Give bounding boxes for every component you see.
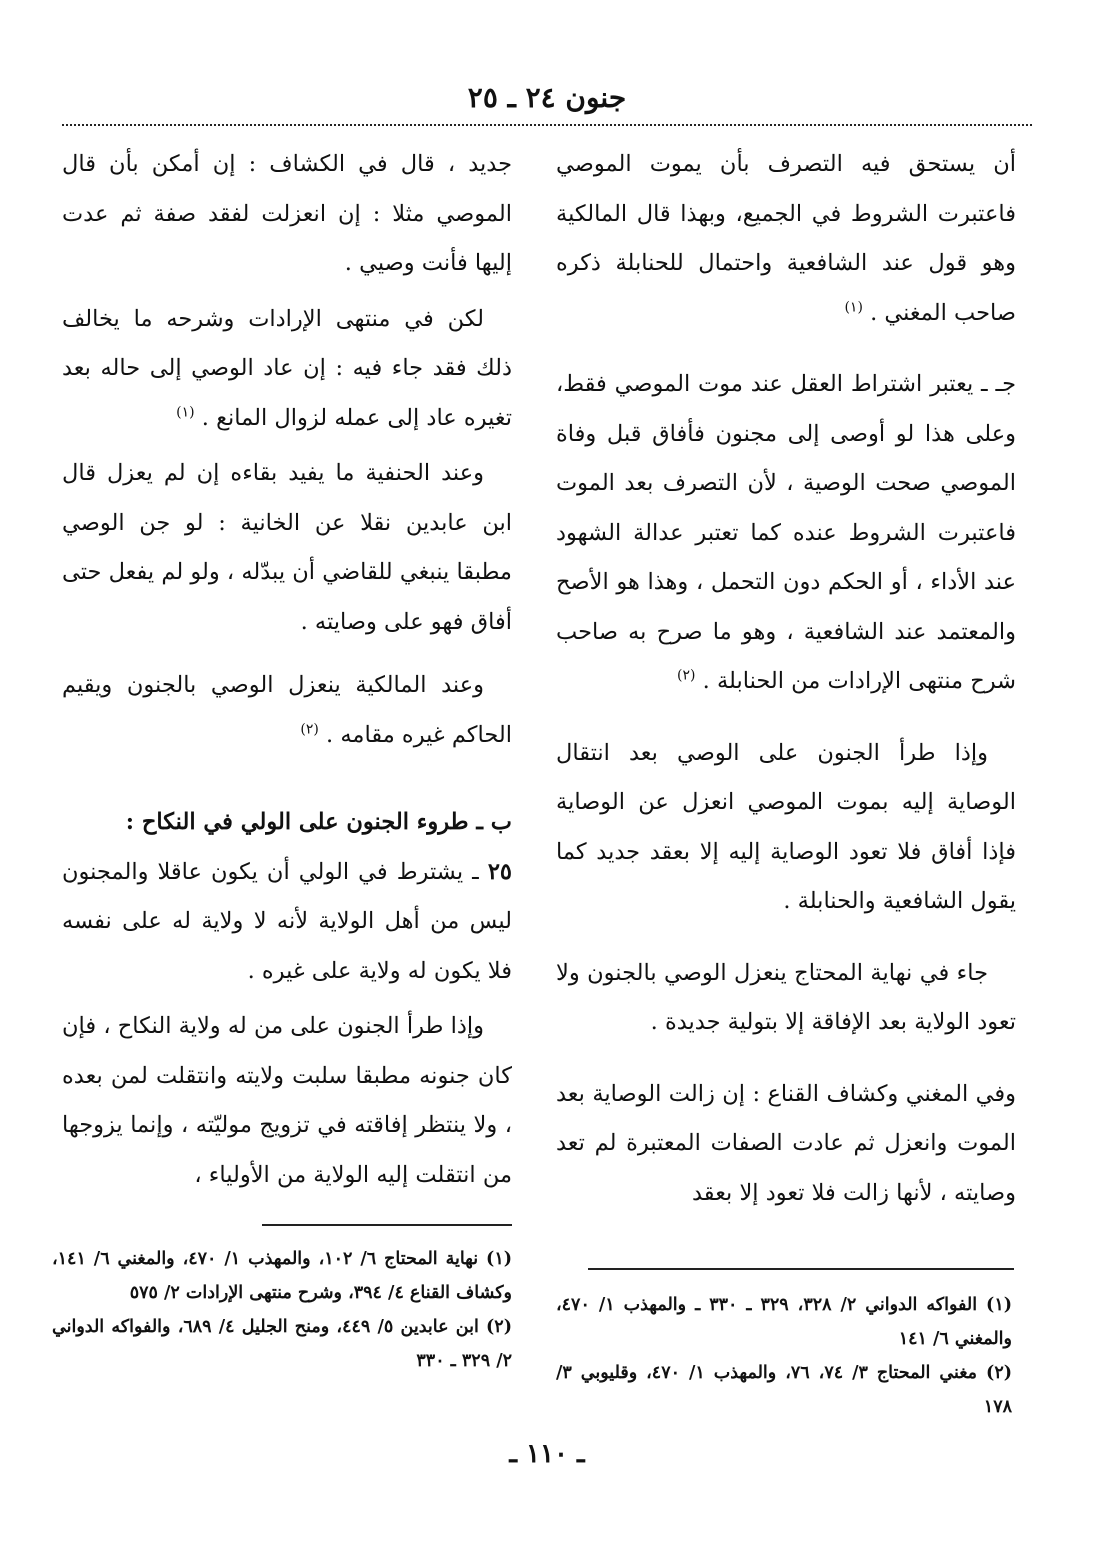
footnote-rule-left (262, 1224, 512, 1226)
paragraph: وفي المغني وكشاف القناع : إن زالت الوصاية بعد الموت وانعزل ثم عادت الصفات المعتبرة لم تعد وصايته ، لأنها زالت فلا تعود إلا بعقد (556, 1080, 1016, 1206)
section-number: ٢٥ (487, 858, 512, 885)
footnote-rule-right (588, 1268, 1014, 1270)
footnote-ref[interactable]: (٢) (677, 667, 696, 684)
page-number: ـ ١١٠ ـ (509, 1439, 585, 1469)
paragraph: وإذا طرأ الجنون على من له ولاية النكاح ، فإن كان جنونه مطبقا سلبت ولايته وانتقلت لمن بعده ، ولا ينتظر إفاقته في تزويج موليّته ، وإنما يزوجها من انتقلت إليه الولاية من الأولياء ، (62, 1013, 512, 1188)
paragraph-text: وعند المالكية ينعزل الوصي بالجنون ويقيم الحاكم غيره مقامه . (62, 672, 512, 748)
section-heading: ب ـ طروء الجنون على الولي في النكاح : (125, 809, 512, 835)
paragraph: جاء في نهاية المحتاج ينعزل الوصي بالجنون ولا تعود الولاية بعد الإفاقة إلا بتولية جديدة . (556, 959, 1016, 1035)
paragraph-text: لكن في منتهى الإرادات وشرحه ما يخالف ذلك فقد جاء فيه : إن عاد الوصي إلى حاله بعد تغيره عاد إلى عمله لزوال المانع . (62, 305, 512, 431)
right-column (556, 140, 1016, 1218)
footnote: (٢) مغني المحتاج ٣/ ٧٤، ٧٦، والمهذب ١/ ٤٧٠، وقليوبي ٣/ ١٧٨ (556, 1363, 1012, 1417)
paragraph (62, 848, 512, 997)
header-dotted-rule (62, 124, 1032, 126)
footnote: (١) الفواكه الدواني ٢/ ٣٢٨، ٣٢٩ ـ ٣٣٠ ـ والمهذب ١/ ٤٧٠، والمغني ٦/ ١٤١ (556, 1295, 1013, 1349)
running-header: جنون ٢٤ ـ ٢٥ (467, 81, 627, 114)
footnotes-right (556, 1288, 1012, 1424)
paragraph: وعند الحنفية ما يفيد بقاءه إن لم يعزل قال ابن عابدين نقلا عن الخانية : لو جن الوصي مطبقا ينبغي للقاضي أن يبدّله ، ولو لم يفعل حتى أفاق فهو على وصايته . (62, 460, 512, 635)
footnotes-left (52, 1242, 512, 1378)
footnote-ref[interactable]: (١) (844, 299, 863, 315)
footnote-ref[interactable]: (١) (176, 404, 195, 420)
footnote: (١) نهاية المحتاج ٦/ ١٠٢، والمهذب ١/ ٤٧٠، والمغني ٦/ ١٤١، وكشاف القناع ٤/ ٣٩٤، وشرح منتهى الإرادات ٢/ ٥٧٥ (52, 1249, 513, 1303)
paragraph-text: أن يستحق فيه التصرف بأن يموت الموصي فاعتبرت الشروط في الجميع، وبهذا قال المالكية وهو قول عند الشافعية واحتمال للحنابلة ذكره صاحب المغني . (556, 151, 1016, 326)
paragraph: جديد ، قال في الكشاف : إن أمكن بأن قال الموصي مثلا : إن انعزلت لفقد صفة ثم عدت إليها فأنت وصيي . (62, 151, 512, 276)
paragraph-text: ـ يشترط في الولي أن يكون عاقلا والمجنون ليس من أهل الولاية لأنه لا ولاية له على نفسه فلا يكون له ولاية على غيره . (62, 858, 512, 984)
paragraph (62, 661, 512, 760)
paragraph (556, 140, 1016, 338)
footnote: (٢) ابن عابدين ٥/ ٤٤٩، ومنح الجليل ٤/ ٦٨٩، والفواكه الدواني ٢/ ٣٢٩ ـ ٣٣٠ (52, 1317, 512, 1371)
left-column (62, 140, 512, 1200)
footnote-ref[interactable]: (٢) (300, 721, 319, 737)
paragraph: وإذا طرأ الجنون على الوصي بعد انتقال الوصاية إليه بموت الموصي انعزل عن الوصاية فإذا أفاق فلا تعود الوصاية إليه إلا بعقد جديد كما يقول الشافعية والحنابلة . (556, 739, 1016, 914)
paragraph (556, 360, 1016, 707)
paragraph (62, 295, 512, 444)
paragraph-text: جـ ـ يعتبر اشتراط العقل عند موت الموصي فقط، وعلى هذا لو أوصى إلى مجنون فأفاق قبل وفاة الموصي صحت الوصية ، لأن التصرف بعد الموت فاعتبرت الشروط عنده كما تعتبر عدالة الشهود عند الأداء ، أو الحكم دون التحمل ، وهذا هو الأصح والمعتمد عند الشافعية ، وهو ما صرح به صاحب شرح منتهى الإرادات من الحنابلة . (556, 371, 1016, 694)
